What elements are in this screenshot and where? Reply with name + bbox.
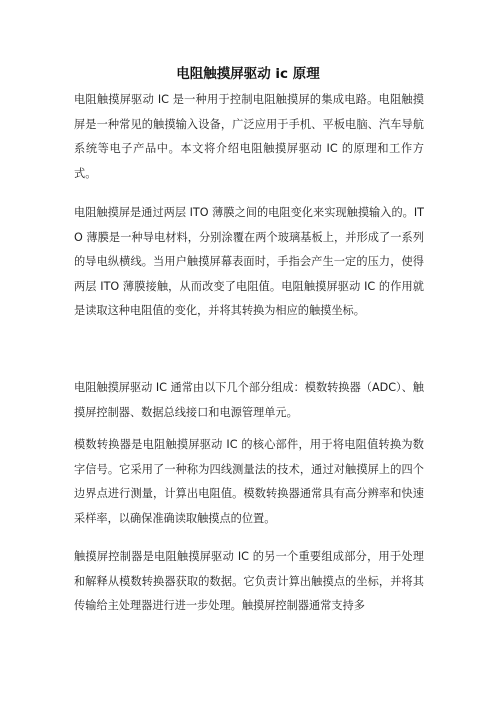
document-title: 电阻触摸屏驱动 ic 原理 xyxy=(176,66,320,82)
paragraph-intro: 电阻触摸屏驱动 IC 是一种用于控制电阻触摸屏的集成电路。电阻触摸屏是一种常见的触摸输入设备，广泛应用于手机、平板电脑、汽车导航系统等电子产品中。本文将介绍电阻触摸屏驱动 IC 的原理和工作方式。 xyxy=(74,93,424,180)
paragraph-controller: 触摸屏控制器是电阻触摸屏驱动 IC 的另一个重要组成部分，用于处理和解释从模数转换器获取的数据。它负责计算出触摸点的坐标，并将其传输给主处理器进行进一步处理。触摸屏控制器通常支持多 xyxy=(74,550,424,612)
paragraph-ito-principle: 电阻触摸屏是通过两层 ITO 薄膜之间的电阻变化来实现触摸输入的。ITO 薄膜是一种导电材料，分别涂覆在两个玻璃基板上，并形成了一系列的导电纵横线。当用户触摸屏幕表面时，手指会产生一定的压力，使得两层 ITO 薄膜接触，从而改变了电阻值。电阻触摸屏驱动 IC 的作用就是读取这种电阻值的变化，并将其转换为相应的触摸坐标。 xyxy=(74,206,424,317)
paragraph-adc: 模数转换器是电阻触摸屏驱动 IC 的核心部件，用于将电阻值转换为数字信号。它采用了一种称为四线测量法的技术，通过对触摸屏上的四个边界点进行测量，计算出电阻值。模数转换器通常具有高分辨率和快速采样率，以确保准确读取触摸点的位置。 xyxy=(74,438,424,525)
paragraph-components: 电阻触摸屏驱动 IC 通常由以下几个部分组成：模数转换器（ADC）、触摸屏控制器、数据总线接口和电源管理单元。 xyxy=(74,381,424,419)
